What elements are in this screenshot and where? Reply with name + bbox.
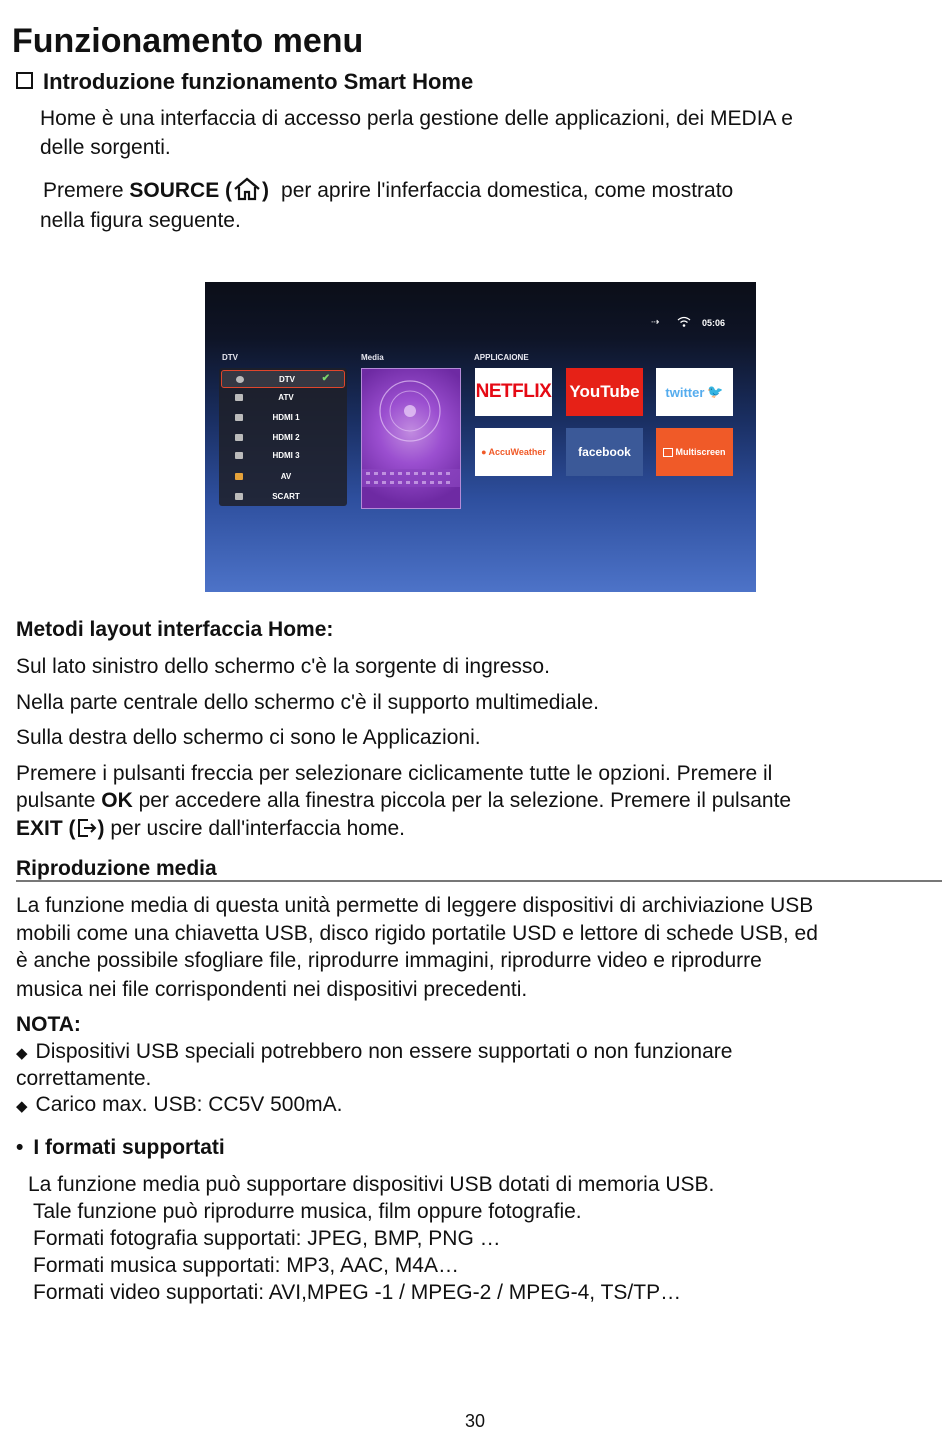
app-multiscreen[interactable] <box>656 428 733 476</box>
app-netflix[interactable] <box>475 368 552 416</box>
apps-label: APPLICAIONE <box>474 353 529 362</box>
page-number: 30 <box>464 1411 486 1431</box>
source-label: AV <box>280 472 292 481</box>
hdmi-icon <box>235 434 243 441</box>
source-key-close: ) <box>262 179 270 202</box>
app-label: YouTube <box>569 382 640 401</box>
layout-line-3: Sulla destra dello schermo ci sono le Applicazioni. <box>16 726 481 749</box>
formats-line-2: Tale funzione può riprodurre musica, film oppure fotografie. <box>33 1200 582 1223</box>
layout-line-2: Nella parte centrale dello schermo c'è il supporto multimediale. <box>16 691 599 714</box>
section-divider <box>16 880 942 882</box>
layout-heading: Metodi layout interfaccia Home: <box>16 618 334 641</box>
formats-heading-text: I formati supportati <box>33 1136 225 1159</box>
hdmi-icon <box>235 414 243 421</box>
source-key: SOURCE ( <box>129 179 233 202</box>
l4b-post: per accedere alla finestra piccola per la selezione. Premere il pulsante <box>132 789 792 812</box>
exit-icon <box>76 817 98 846</box>
ok-key: OK <box>101 789 133 812</box>
layout-line-1: Sul lato sinistro dello schermo c'è la sorgente di ingresso. <box>16 655 550 678</box>
dtv-label: DTV <box>222 353 238 362</box>
source-label: HDMI 2 <box>272 433 300 442</box>
exit-key-close: ) <box>97 817 105 840</box>
app-facebook[interactable] <box>566 428 643 476</box>
hdmi-icon <box>235 452 243 459</box>
nota-item-1 <box>16 1038 732 1067</box>
media-label: Media <box>361 353 384 362</box>
intro-heading <box>16 68 473 95</box>
intro-p2-line1 <box>43 177 733 208</box>
formats-line-5: Formati video supportati: AVI,MPEG -1 / MPEG-2 / MPEG-4, TS/TP… <box>33 1281 682 1304</box>
intro-heading-text: Introduzione funzionamento Smart Home <box>43 69 474 94</box>
nota-item-2-text: Carico max. USB: CC5V 500mA. <box>35 1093 343 1116</box>
media-p4: musica nei file corrispondenti nei dispositivi precedenti. <box>16 978 528 1001</box>
media-p2: mobili come una chiavetta USB, disco rigido portatile USD e lettore di schede USB, ed <box>16 922 818 945</box>
media-heading: Riproduzione media <box>16 857 217 880</box>
atv-icon <box>235 394 243 401</box>
formats-line-1: La funzione media può supportare dispositivi USB dotati di memoria USB. <box>28 1173 715 1196</box>
layout-line-4b <box>16 787 791 814</box>
app-label: twitter <box>665 384 705 400</box>
source-label: DTV <box>279 375 295 384</box>
twitter-bird-icon: 🐦 <box>707 384 724 399</box>
source-label: SCART <box>272 492 300 501</box>
app-accuweather[interactable] <box>475 428 552 476</box>
formats-heading <box>16 1134 225 1161</box>
diamond-bullet-icon: ◆ <box>16 1045 28 1062</box>
multiscreen-icon <box>663 448 673 457</box>
intro-p1-line2: delle sorgenti. <box>40 136 171 159</box>
scart-icon <box>235 493 243 500</box>
l4c-post: per uscire dall'interfaccia home. <box>104 817 405 840</box>
media-tile[interactable] <box>361 368 461 509</box>
media-p3: è anche possibile sfogliare file, riprodurre immagini, riprodurre video e riprodurre <box>16 949 762 972</box>
source-label: HDMI 1 <box>272 413 300 422</box>
source-item-atv[interactable] <box>221 389 345 407</box>
intro-p1-line1: Home è una interfaccia di accesso perla gestione delle applicazioni, dei MEDIA e <box>40 107 793 130</box>
source-item-hdmi3[interactable] <box>221 447 345 465</box>
nota-item-2 <box>16 1091 342 1120</box>
usb-icon: ⇢ <box>651 317 660 328</box>
source-item-scart[interactable] <box>221 488 345 506</box>
source-item-dtv[interactable] <box>221 370 345 388</box>
source-panel <box>219 368 347 506</box>
dtv-icon <box>236 376 244 383</box>
l4b-pre: pulsante <box>16 789 102 812</box>
media-p1: La funzione media di questa unità permette di leggere dispositivi di archiviazione USB <box>16 894 814 917</box>
p2-post: per aprire l'inferfaccia domestica, come mostrato <box>281 179 734 202</box>
nota-item-1-cont: correttamente. <box>16 1067 152 1090</box>
app-label: Multiscreen <box>675 447 726 457</box>
p2-pre: Premere <box>43 179 130 202</box>
app-label: NETFLIX <box>475 381 552 402</box>
bullet-icon: • <box>16 1136 24 1159</box>
exit-key: EXIT ( <box>16 817 76 840</box>
intro-p2-line2: nella figura seguente. <box>40 209 241 232</box>
clock: 05:06 <box>702 318 726 328</box>
source-item-hdmi2[interactable] <box>221 429 345 447</box>
media-disc-icon <box>362 369 460 508</box>
app-label: AccuWeather <box>488 447 546 457</box>
app-label: facebook <box>578 445 631 459</box>
check-icon: ✔ <box>321 373 330 384</box>
page-title: Funzionamento menu <box>12 22 364 60</box>
source-item-av[interactable] <box>221 468 345 486</box>
tv-home-screenshot <box>205 282 756 592</box>
checkbox-icon <box>16 72 33 89</box>
nota-item-1-text: Dispositivi USB speciali potrebbero non essere supportati o non funzionare <box>35 1040 733 1063</box>
av-icon <box>235 473 243 480</box>
wifi-icon <box>677 315 691 333</box>
home-icon <box>232 177 262 208</box>
layout-line-4c <box>16 815 405 846</box>
source-label: HDMI 3 <box>272 451 300 460</box>
sun-icon: ● <box>481 447 487 457</box>
app-twitter[interactable] <box>656 368 733 416</box>
formats-line-3: Formati fotografia supportati: JPEG, BMP, PNG … <box>33 1227 501 1250</box>
diamond-bullet-icon: ◆ <box>16 1098 28 1115</box>
source-item-hdmi1[interactable] <box>221 409 345 427</box>
nota-label: NOTA: <box>16 1013 81 1036</box>
source-label: ATV <box>278 393 294 402</box>
formats-line-4: Formati musica supportati: MP3, AAC, M4A… <box>33 1254 459 1277</box>
app-youtube[interactable] <box>566 368 643 416</box>
layout-line-4a: Premere i pulsanti freccia per selezionare ciclicamente tutte le opzioni. Premere il <box>16 762 773 785</box>
